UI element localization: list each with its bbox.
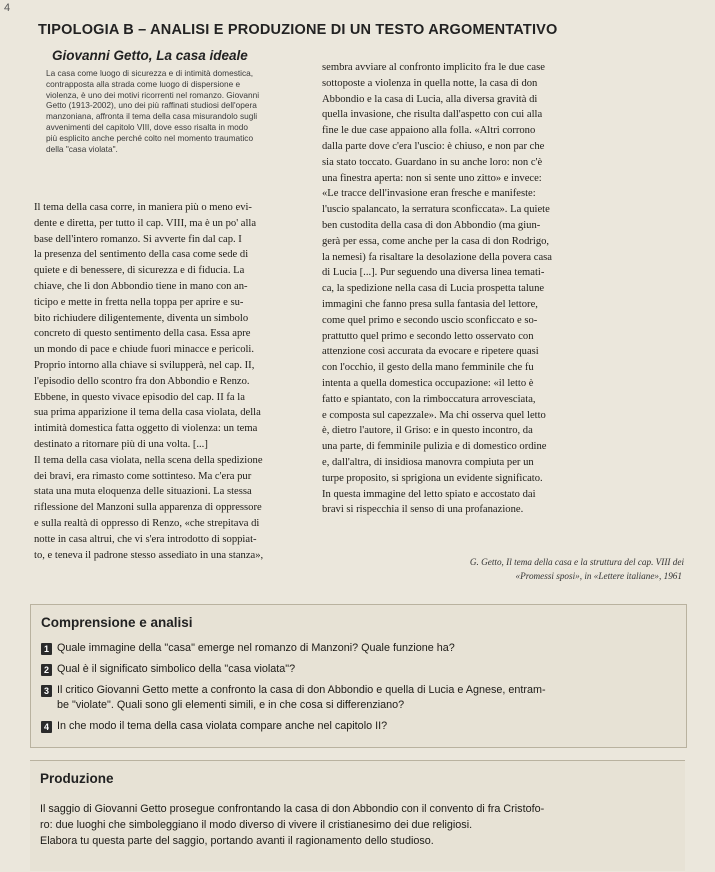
essay-line: dei bravi, era rimasto come sottinteso. Ma c'era pur [34,470,252,482]
essay-line: immagini che fanno presa sulla fantasia del lettore, [322,298,538,310]
question-number-badge: 4 [41,721,52,733]
intro-line: Getto (1913-2002), uno dei più raffinati studiosi dell'opera [46,100,257,111]
section-title: TIPOLOGIA B – ANALISI E PRODUZIONE DI UN TESTO ARGOMENTATIVO [38,22,558,38]
production-title: Produzione [40,771,114,786]
essay-line: ticipo e mette in fretta nella toppa per aprire e su- [34,296,244,308]
question-item [41,641,671,656]
essay-line: sembra avviare al confronto implicito fra le due case [322,62,545,73]
intro-line: più esplicito anche perché colto nel momento traumatico [46,132,254,143]
question-number-badge: 3 [41,685,52,697]
section-header [38,22,678,38]
essay-line: un mondo di pace e chiude fuori minacce e pericoli. [34,344,255,356]
essay-line: la nemesi) fa risaltare la desolazione della povera casa [322,251,553,263]
essay-line: di Lucia [...]. Pur seguendo una diversa linea temati- [322,267,545,279]
question-item [41,683,671,713]
essay-line: chiave, che lì don Abbondio tiene in mano con an- [34,280,248,292]
essay-line: riflessione del Manzoni sulla apparenza di oppressore [34,502,262,514]
source-citation [384,555,684,583]
essay-left-column [34,200,320,563]
essay-line: destinato a ritornare più di una volta. [...] [34,438,208,450]
essay-line: base dell'intero romanzo. Si avverte fin dal cap. I [34,233,242,245]
intro-line: avvenimenti del capitolo VIII, dove esso risalta in modo [46,121,248,132]
comprehension-title: Comprensione e analisi [41,615,193,630]
intro-paragraph [46,68,314,154]
essay-line: bito richiudere diligentemente, diventa un simbolo [34,312,249,324]
production-text [40,801,680,849]
essay-line: ca, la spedizione nella casa di Lucia prospetta talune [322,283,545,295]
intro-line: violenza, è uno dei motivi ricorrenti nel romanzo. Giovanni [46,89,260,100]
question-list [41,641,671,740]
essay-line: intenta a quella domestica occupazione: «il letto è [322,377,534,389]
essay-line: e, dall'altra, di insidiosa manovra compiuta per un [322,456,534,468]
question-text: Il critico Giovanni Getto mette a confronto la casa di don Abbondio e quella di Lucia e Agnese, entram- be "violate". Quali sono gli elementi simili, e in che cosa si differenziano? [57,684,546,711]
essay-right-column [322,60,662,518]
citation-line-2: «Promessi sposi», in «Lettere italiane», 1961 [515,571,682,581]
essay-title: Giovanni Getto, La casa ideale [52,48,248,63]
essay-line: sottoposte a violenza in quella notte, la casa di don [322,77,538,89]
essay-line: fatto e spiantato, con la rimboccatura arrovesciata, [322,393,536,405]
question-number-badge: 2 [41,664,52,676]
essay-line: sua prima apparizione il tema della casa violata, della [34,407,261,419]
essay-line: l'episodio dello scontro fra don Abbondio e Renzo. [34,375,250,387]
essay-line: è, dietro l'autore, il Griso: e in questo incontro, da [322,425,533,437]
essay-line: bravi si rispecchia il senso di una profanazione. [322,504,524,516]
essay-line: fine le due case appaiono alla folla. «Altri corrono [322,125,536,137]
question-number-badge: 1 [41,643,52,655]
essay-line: Il tema della casa corre, in maniera più o meno evi- [34,202,252,213]
intro-line: della "casa violata". [46,143,118,154]
essay-line: una parte, di femminile pulizia e di domestico ordine [322,441,547,453]
intro-line: contrapposta alla strada come luogo di dispersione e [46,78,241,89]
essay-line: ben custodita della casa di don Abbondio (ma giun- [322,219,541,231]
intro-line: La casa come luogo di sicurezza e di intimità domestica, [46,68,254,78]
essay-line: prattutto quel primo e secondo letto osservato con [322,330,534,342]
essay-line: e sulla realtà di oppresso di Renzo, «che strepitava di [34,517,260,529]
question-item [41,719,671,734]
essay-line: dalla parte dove c'era l'uscio: è chiuso, e non par che [322,140,545,152]
essay-line: stata una muta eloquenza delle situazioni. La stessa [34,486,252,498]
essay-line: una finestra aperta: non si sente uno zitto» e invece: [322,172,542,184]
essay-line: la presenza del sentimento della casa come sede di [34,249,249,261]
question-item [41,662,671,677]
essay-line: In questa immagine del letto spiato e accostato dai [322,488,536,500]
essay-line: dente e diretta, per tutto il cap. VIII, ma è un po' alla [34,217,257,229]
comprehension-box [30,604,687,748]
essay-line: notte in casa altrui, che vi s'era introdotto di soppiat- [34,533,257,545]
page-corner-mark: 4 [4,2,11,14]
essay-line: con l'occhio, il gesto della mano femminile che fu [322,362,534,374]
essay-line: Il tema della casa violata, nella scena della spedizione [34,454,263,466]
intro-line: manzoniana, affronta il tema della casa misurandolo sugli [46,111,258,122]
question-text: Quale immagine della "casa" emerge nel romanzo di Manzoni? Quale funzione ha? [57,642,455,654]
essay-line: attenzione così accurata da evocare e ripetere quasi [322,346,539,358]
production-box [30,760,685,871]
essay-line: e composta sul capezzale». Ma chi osserva quel letto [322,409,546,421]
essay-line: Ebbene, in questo vivace episodio del cap. II fa la [34,391,245,403]
production-line-1: Il saggio di Giovanni Getto prosegue confrontando la casa di don Abbondio con il convento di fra Cristofo- [40,803,545,815]
essay-line: sia stato toccato. Guardano in su anche loro: non c'è [322,156,543,168]
essay-line: gerà per essa, come anche per la casa di don Rodrigo, [322,235,550,247]
essay-line: «Le tracce dell'invasione eran fresche e manifeste: [322,188,536,200]
essay-line: turpe proposito, si sprigiona un evidente significato. [322,472,543,484]
question-text: In che modo il tema della casa violata compare anche nel capitolo II? [57,720,388,732]
essay-line: quiete e di benessere, di sicurezza e di fiducia. La [34,265,245,277]
production-line-3: Elabora tu questa parte del saggio, portando avanti il ragionamento dello studioso. [40,835,434,847]
essay-line: come quel primo e secondo uscio sconficcato e so- [322,314,538,326]
essay-line: Abbondio e la casa di Lucia, alla diversa gravità di [322,93,538,105]
essay-line: l'uscio spalancato, la serratura sconficcata». La quiete [322,204,550,216]
essay-line: quella invasione, che risulta dall'aspetto con cui alla [322,109,543,121]
essay-line: intimità domestica fatta oggetto di violenza: un tema [34,423,258,435]
essay-line: to, e teneva il padrone stesso assediato in una stanza», [34,549,264,561]
essay-line: concreto di questo sentimento della casa. Essa apre [34,328,251,340]
essay-line: Proprio intorno alla chiave si svilupperà, nel cap. II, [34,359,255,371]
production-line-2: ro: due luoghi che simboleggiano il modo diverso di vivere il cristianesimo dei due religiosi. [40,819,473,831]
question-text: Qual è il significato simbolico della "casa violata"? [57,663,296,675]
citation-line-1: G. Getto, Il tema della casa e la struttura del cap. VIII dei [469,557,684,567]
